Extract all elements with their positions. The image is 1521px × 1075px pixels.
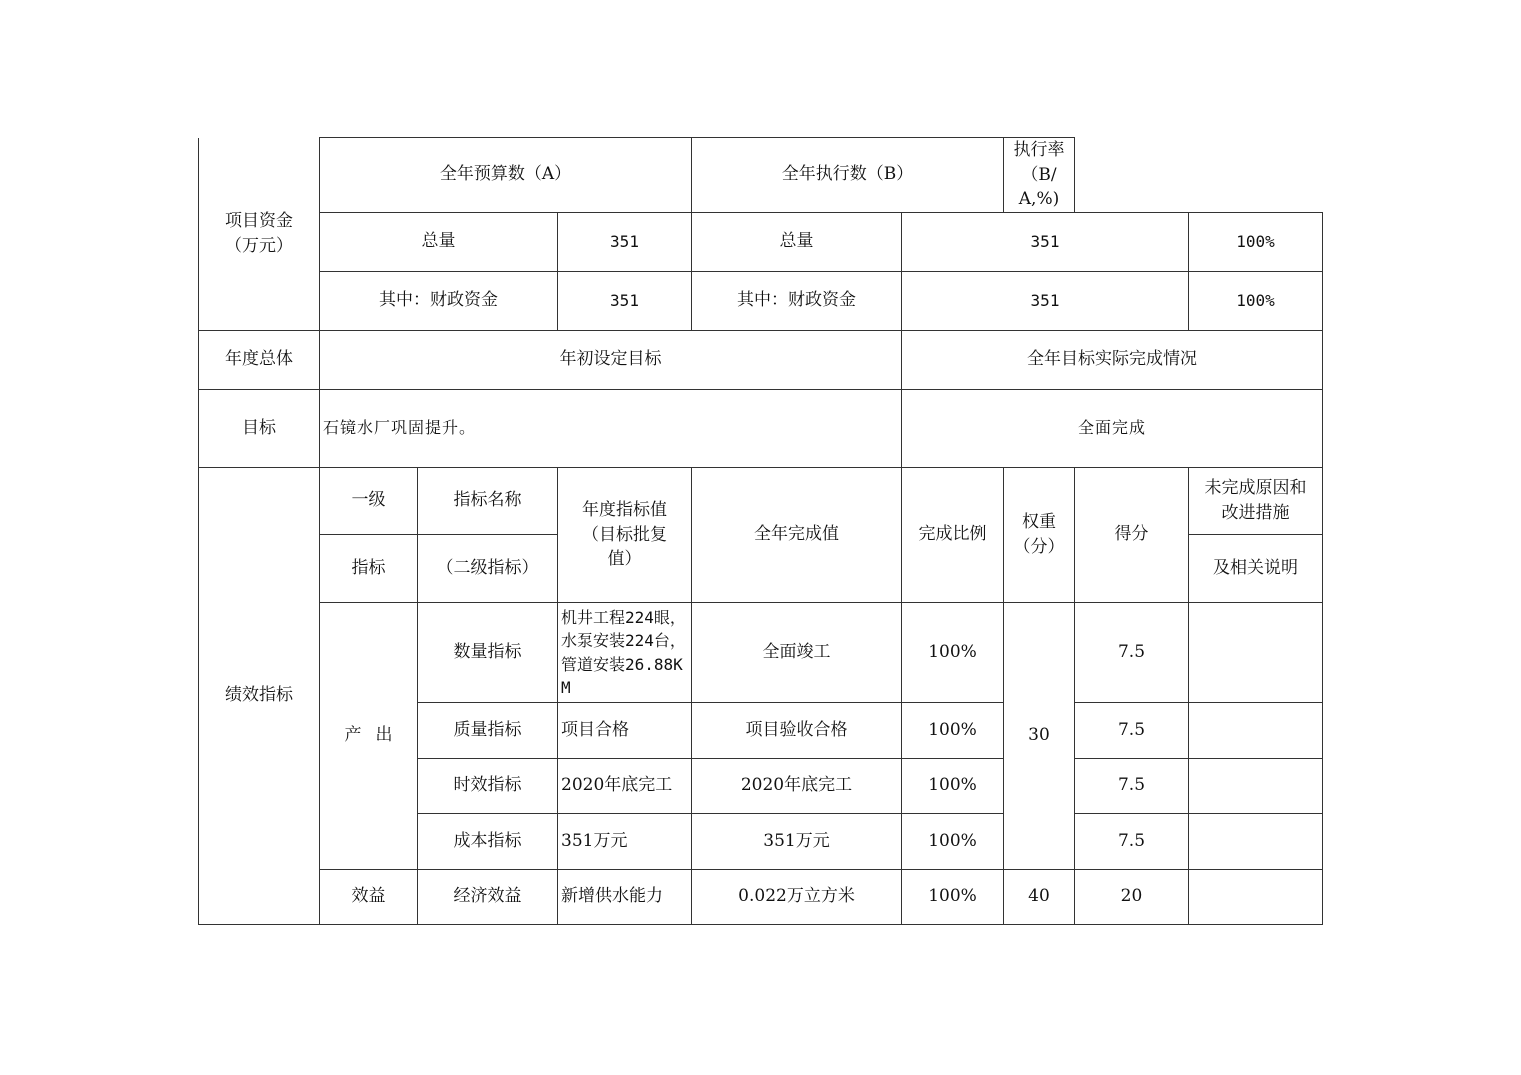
- actual-goal-header: 全年目标实际完成情况: [902, 331, 1323, 390]
- name-header-bottom: （二级指标）: [418, 535, 558, 603]
- indicator-ratio: 100%: [902, 814, 1004, 870]
- budget-header: 全年预算数（A）: [320, 138, 692, 213]
- indicator-score: 7.5: [1075, 703, 1189, 759]
- goals-label-bottom: 目标: [199, 390, 320, 468]
- indicator-name: 成本指标: [418, 814, 558, 870]
- set-goal-header: 年初设定目标: [320, 331, 902, 390]
- indicator-target: 2020年底完工: [558, 759, 692, 814]
- rate-header-line1: 执行率: [1013, 140, 1065, 160]
- indicator-score: 7.5: [1075, 814, 1189, 870]
- reason-header-line2: 改进措施: [1221, 503, 1290, 523]
- indicator-target: 机井工程224眼，水泵安装224台，管道安装26.88KM: [558, 603, 692, 703]
- indicator-reason: [1189, 759, 1323, 814]
- set-goal-text: 石镜水厂巩固提升。: [320, 390, 902, 468]
- indicator-ratio: 100%: [902, 870, 1004, 925]
- fiscal-exec-label: 其中：财政资金: [692, 272, 902, 331]
- indicator-ratio: 100%: [902, 603, 1004, 703]
- name-header-top: 指标名称: [418, 468, 558, 535]
- indicator-actual: 351万元: [692, 814, 902, 870]
- indicator-name: 经济效益: [418, 870, 558, 925]
- level1-header-bottom: 指标: [320, 535, 418, 603]
- indicator-reason: [1189, 703, 1323, 759]
- indicator-score: 20: [1075, 870, 1189, 925]
- performance-evaluation-table: [198, 137, 1323, 925]
- table-row: [199, 870, 1323, 925]
- rate-header-line2: （B/A,%): [1018, 164, 1060, 210]
- fiscal-budget-value: 351: [558, 272, 692, 331]
- indicator-name: 时效指标: [418, 759, 558, 814]
- output-group-label: [320, 603, 418, 870]
- goals-label-top: 年度总体: [199, 331, 320, 390]
- benefit-group-label: 效益: [320, 870, 418, 925]
- indicator-reason: [1189, 603, 1323, 703]
- performance-section-label: 绩效指标: [199, 468, 320, 925]
- indicator-ratio: 100%: [902, 703, 1004, 759]
- indicator-target: 项目合格: [558, 703, 692, 759]
- exec-header: 全年执行数（B）: [692, 138, 1004, 213]
- score-header: 得分: [1075, 468, 1189, 603]
- reason-header-top: [1189, 468, 1323, 535]
- target-header-line3: 值）: [607, 549, 642, 570]
- total-rate-value: 100%: [1189, 213, 1323, 272]
- funds-row-label-line1: 项目资金: [225, 211, 293, 232]
- output-group-weight: 30: [1004, 603, 1075, 870]
- indicator-score: 7.5: [1075, 759, 1189, 814]
- total-exec-label: 总量: [692, 213, 902, 272]
- indicator-reason: [1189, 814, 1323, 870]
- funds-row-label: [199, 138, 320, 331]
- weight-header: [1004, 468, 1075, 603]
- actual-goal-text: 全面完成: [902, 390, 1323, 468]
- rate-header: [1004, 138, 1075, 213]
- fiscal-label: 其中：财政资金: [320, 272, 558, 331]
- target-header: [558, 468, 692, 603]
- total-exec-value: 351: [902, 213, 1189, 272]
- target-header-line2: （目标批复: [582, 524, 667, 545]
- indicator-actual: 项目验收合格: [692, 703, 902, 759]
- indicator-target: 351万元: [558, 814, 692, 870]
- weight-header-line1: 权重: [1022, 512, 1056, 533]
- output-group-label-text: 产出: [344, 725, 407, 746]
- indicator-ratio: 100%: [902, 759, 1004, 814]
- indicator-actual: 全面竣工: [692, 603, 902, 703]
- funds-row-label-line2: （万元）: [225, 235, 293, 256]
- fiscal-exec-value: 351: [902, 272, 1189, 331]
- fiscal-rate-value: 100%: [1189, 272, 1323, 331]
- reason-header-bottom: 及相关说明: [1189, 535, 1323, 603]
- indicator-actual: 0.022万立方米: [692, 870, 902, 925]
- indicator-reason: [1189, 870, 1323, 925]
- weight-header-line2: （分）: [1013, 537, 1065, 557]
- total-budget-value: 351: [558, 213, 692, 272]
- indicator-target: 新增供水能力: [558, 870, 692, 925]
- actual-value-header: 全年完成值: [692, 468, 902, 603]
- indicator-name: 数量指标: [418, 603, 558, 703]
- benefit-weight: 40: [1004, 870, 1075, 925]
- total-label: 总量: [320, 213, 558, 272]
- indicator-actual: 2020年底完工: [692, 759, 902, 814]
- ratio-header: 完成比例: [902, 468, 1004, 603]
- target-header-line1: 年度指标值: [582, 500, 667, 521]
- level1-header-top: 一级: [320, 468, 418, 535]
- indicator-score: 7.5: [1075, 603, 1189, 703]
- reason-header-line1: 未完成原因和: [1204, 478, 1307, 499]
- table-row: [199, 603, 1323, 703]
- indicator-name: 质量指标: [418, 703, 558, 759]
